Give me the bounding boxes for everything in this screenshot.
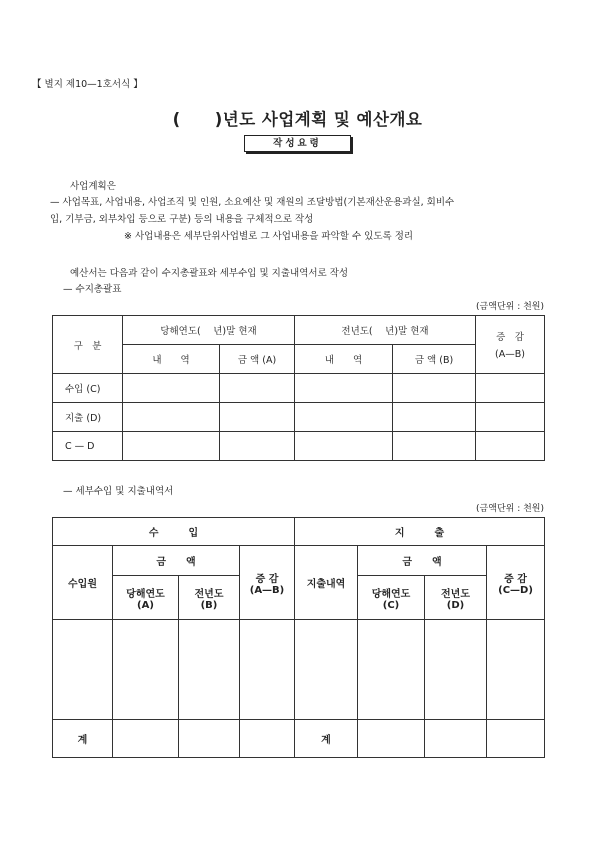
income-current-code: (A) bbox=[137, 599, 154, 611]
expense-current-label: 당해연도 bbox=[371, 588, 411, 600]
table-cell[interactable] bbox=[393, 374, 476, 403]
expense-difference-formula: (C—D) bbox=[498, 584, 533, 596]
table-cell[interactable] bbox=[358, 720, 425, 758]
table-cell[interactable] bbox=[295, 620, 358, 720]
table-cell[interactable] bbox=[295, 374, 393, 403]
summary-subheading: — 수지총괄표 bbox=[63, 284, 122, 295]
subtitle-box: 작성요령 bbox=[244, 135, 351, 152]
table-cell[interactable] bbox=[113, 620, 179, 720]
table-cell[interactable] bbox=[240, 720, 295, 758]
header-income-current bbox=[113, 576, 179, 620]
table-cell[interactable] bbox=[220, 403, 295, 432]
header-expense-current bbox=[358, 576, 425, 620]
header-income-source: 수입원 bbox=[53, 546, 113, 620]
header-previous-year: 전년도( 년)말 현재 bbox=[295, 316, 476, 345]
table-cell[interactable] bbox=[393, 403, 476, 432]
total-expense-label: 계 bbox=[295, 720, 358, 758]
table-cell[interactable] bbox=[487, 720, 545, 758]
plan-line-2: 입, 기부금, 외부차입 등으로 구분) 등의 내용을 구체적으로 작성 bbox=[50, 214, 314, 225]
table-cell[interactable] bbox=[179, 620, 240, 720]
table-cell[interactable] bbox=[113, 720, 179, 758]
detail-subheading: — 세부수입 및 지출내역서 bbox=[63, 486, 174, 497]
table-cell[interactable] bbox=[476, 432, 545, 461]
table-cell[interactable] bbox=[220, 432, 295, 461]
expense-current-code: (C) bbox=[382, 599, 400, 611]
income-previous-label: 전년도 bbox=[194, 588, 224, 600]
table-cell[interactable] bbox=[240, 620, 295, 720]
table-cell[interactable] bbox=[53, 620, 113, 720]
income-previous-code: (B) bbox=[200, 599, 218, 611]
header-difference-formula: (A—B) bbox=[495, 349, 525, 360]
header-expense-detail: 지출내역 bbox=[295, 546, 358, 620]
expense-difference-label: 증 감 bbox=[504, 573, 527, 585]
table-cell[interactable] bbox=[358, 620, 425, 720]
header-income: 수 입 bbox=[53, 518, 295, 546]
plan-line-1: — 사업목표, 사업내용, 사업조직 및 인원, 소요예산 및 재원의 조달방법(기본재산운용과실, 회비수 bbox=[50, 197, 455, 208]
header-expense-previous bbox=[425, 576, 487, 620]
unit-label-2: (금액단위 : 천원) bbox=[476, 504, 544, 514]
header-difference bbox=[476, 316, 545, 374]
header-difference-label: 증 감 bbox=[496, 332, 524, 343]
income-difference-formula: (A—B) bbox=[249, 584, 285, 596]
table-cell[interactable] bbox=[123, 432, 220, 461]
header-income-difference bbox=[240, 546, 295, 620]
table-cell[interactable] bbox=[220, 374, 295, 403]
table-cell[interactable] bbox=[476, 374, 545, 403]
income-difference-label: 증 감 bbox=[255, 573, 279, 585]
table-cell[interactable] bbox=[425, 720, 487, 758]
header-amount-b: 금 액 (B) bbox=[393, 345, 476, 374]
table-cell[interactable] bbox=[295, 432, 393, 461]
plan-heading: 사업계획은 bbox=[70, 181, 116, 192]
expense-previous-code: (D) bbox=[446, 599, 465, 611]
table-cell[interactable] bbox=[179, 720, 240, 758]
budget-heading: 예산서는 다음과 같이 수지총괄표와 세부수입 및 지출내역서로 작성 bbox=[70, 268, 349, 279]
table-cell[interactable] bbox=[123, 403, 220, 432]
table-cell[interactable] bbox=[295, 403, 393, 432]
summary-table bbox=[52, 315, 545, 461]
header-expense-amount: 금 액 bbox=[358, 546, 487, 576]
detail-table bbox=[52, 517, 545, 758]
header-expense: 지 출 bbox=[295, 518, 545, 546]
expense-previous-label: 전년도 bbox=[441, 588, 470, 600]
header-detail-b: 내 역 bbox=[295, 345, 393, 374]
header-category: 구 분 bbox=[53, 316, 123, 374]
income-current-label: 당해연도 bbox=[126, 588, 165, 600]
header-amount-a: 금 액 (A) bbox=[220, 345, 295, 374]
header-detail-a: 내 역 bbox=[123, 345, 220, 374]
table-cell[interactable] bbox=[393, 432, 476, 461]
form-number: 【 별지 제10—1호서식 】 bbox=[32, 79, 143, 90]
table-cell[interactable] bbox=[425, 620, 487, 720]
row-label-expense: 지출 (D) bbox=[53, 403, 123, 432]
table-cell[interactable] bbox=[123, 374, 220, 403]
row-label-balance: C — D bbox=[53, 432, 123, 461]
table-cell[interactable] bbox=[476, 403, 545, 432]
header-income-previous bbox=[179, 576, 240, 620]
document-title: ( )년도 사업계획 및 예산개요 bbox=[172, 110, 423, 129]
header-current-year: 당해연도( 년)말 현재 bbox=[123, 316, 295, 345]
table-cell[interactable] bbox=[487, 620, 545, 720]
total-income-label: 계 bbox=[53, 720, 113, 758]
plan-note: ※ 사업내용은 세부단위사업별로 그 사업내용을 파악할 수 있도록 정리 bbox=[124, 231, 414, 242]
header-expense-difference bbox=[487, 546, 545, 620]
unit-label-1: (금액단위 : 천원) bbox=[476, 302, 544, 312]
row-label-income: 수입 (C) bbox=[53, 374, 123, 403]
header-income-amount: 금 액 bbox=[113, 546, 240, 576]
